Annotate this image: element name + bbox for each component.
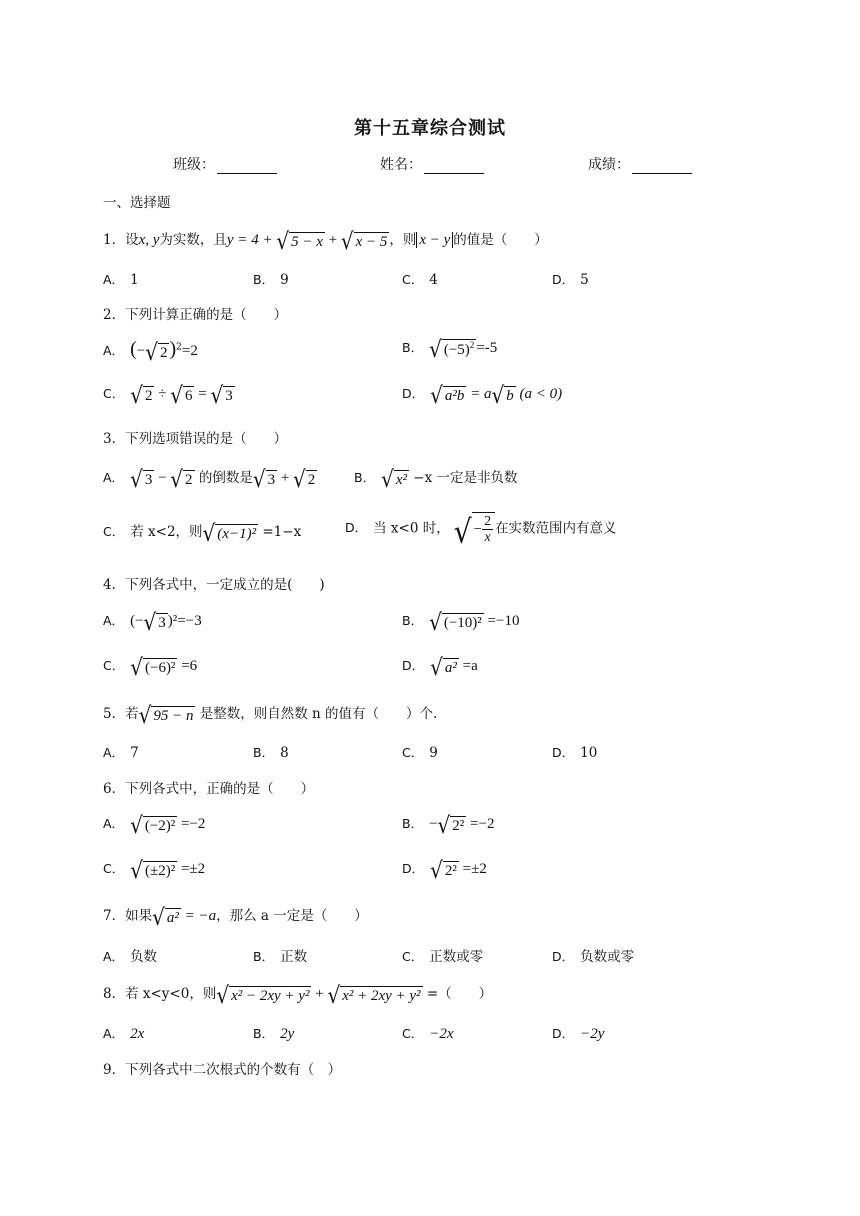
q4-option-d[interactable]: D． √ a² =a: [402, 652, 478, 681]
q4-option-b[interactable]: B． √ (−10)² =−10: [402, 607, 520, 636]
q7-option-a[interactable]: A． 负数: [103, 949, 158, 965]
q6-option-b[interactable]: B． − √ 2² =−2: [402, 810, 495, 839]
q6-option-c[interactable]: C． √ (±2)² =±2: [103, 855, 206, 884]
q3-option-b[interactable]: B． √ x² −x 一定是非负数: [354, 464, 518, 493]
score-blank[interactable]: [632, 159, 692, 174]
q3-option-d[interactable]: D． 当 x<0 时， √ − $\frac{2}{x}$ 在实数范围内有意义: [345, 512, 617, 551]
q4-option-a[interactable]: A． (− √ 3 )²=−3: [103, 607, 202, 636]
q8-option-a[interactable]: A． 2x: [103, 1026, 145, 1042]
q6-option-d[interactable]: D． √ 2² =±2: [402, 855, 487, 884]
question-6-stem: 6．下列各式中，正确的是（ ）: [103, 781, 315, 797]
q2-option-d[interactable]: D． √ a²b = a √ b (a < 0): [402, 380, 563, 409]
question-2-stem: 2．下列计算正确的是（ ）: [103, 307, 288, 323]
q5-option-d[interactable]: D． 10: [552, 745, 598, 761]
q8-option-d[interactable]: D． −2y: [552, 1026, 605, 1042]
q1-option-d[interactable]: D． 5: [552, 272, 589, 288]
question-3-stem: 3．下列选项错误的是（ ）: [103, 431, 288, 447]
q5-option-a[interactable]: A． 7: [103, 745, 139, 761]
class-field: 班级：: [173, 154, 277, 174]
q7-option-b[interactable]: B． 正数: [253, 949, 308, 965]
name-field: 姓名：: [380, 154, 484, 174]
question-4-stem: 4．下列各式中，一定成立的是( ): [103, 577, 325, 593]
q5-option-c[interactable]: C． 9: [402, 745, 438, 761]
question-9-stem: 9．下列各式中二次根式的个数有（ ）: [103, 1062, 342, 1078]
class-blank[interactable]: [217, 159, 277, 174]
question-7-stem: 7．如果 √ a² = −a，那么 a 一定是（ ）: [103, 902, 368, 931]
q7-option-c[interactable]: C． 正数或零: [402, 949, 484, 965]
q8-option-c[interactable]: C． −2x: [402, 1026, 454, 1042]
section-heading: 一、选择题: [103, 195, 171, 211]
q1-option-b[interactable]: B． 9: [253, 272, 289, 288]
score-field: 成绩：: [588, 154, 692, 174]
question-1-stem: 1．设x, y为实数，且y = 4 + √ 5 − x + √ x − 5 ，则 x − y 的值是（ ）: [103, 226, 548, 255]
q7-option-d[interactable]: D． 负数或零: [552, 949, 635, 965]
q2-option-b[interactable]: B． √ $(-5)^2$ =-5: [402, 334, 498, 363]
page-title: 第十五章综合测试: [354, 118, 506, 139]
question-5-stem: 5．若 √ 95 − n 是整数，则自然数 n 的值有（ ）个.: [103, 700, 438, 729]
q8-option-b[interactable]: B． 2y: [253, 1026, 295, 1042]
q2-option-a[interactable]: A． (− √ 2 )$^2$=2: [103, 337, 198, 366]
q3-option-a[interactable]: A． √ 3 − √ 2 的倒数是 √ 3 + √ 2: [103, 464, 316, 493]
q3-option-c[interactable]: C． 若 x<2，则 √ (x−1)² =1−x: [103, 518, 302, 547]
name-blank[interactable]: [424, 159, 484, 174]
q2-option-c[interactable]: C． √ 2 ÷ √ 6 = √ 3: [103, 380, 233, 409]
q4-option-c[interactable]: C． √ (−6)² =6: [103, 652, 198, 681]
q1-option-a[interactable]: A． 1: [103, 272, 139, 288]
q5-option-b[interactable]: B． 8: [253, 745, 289, 761]
q1-option-c[interactable]: C． 4: [402, 272, 438, 288]
q6-option-a[interactable]: A． √ (−2)² =−2: [103, 810, 206, 839]
question-8-stem: 8．若 x<y<0，则 √ x² − 2xy + y² + √ x² + 2xy + y² =（ ）: [103, 980, 493, 1009]
